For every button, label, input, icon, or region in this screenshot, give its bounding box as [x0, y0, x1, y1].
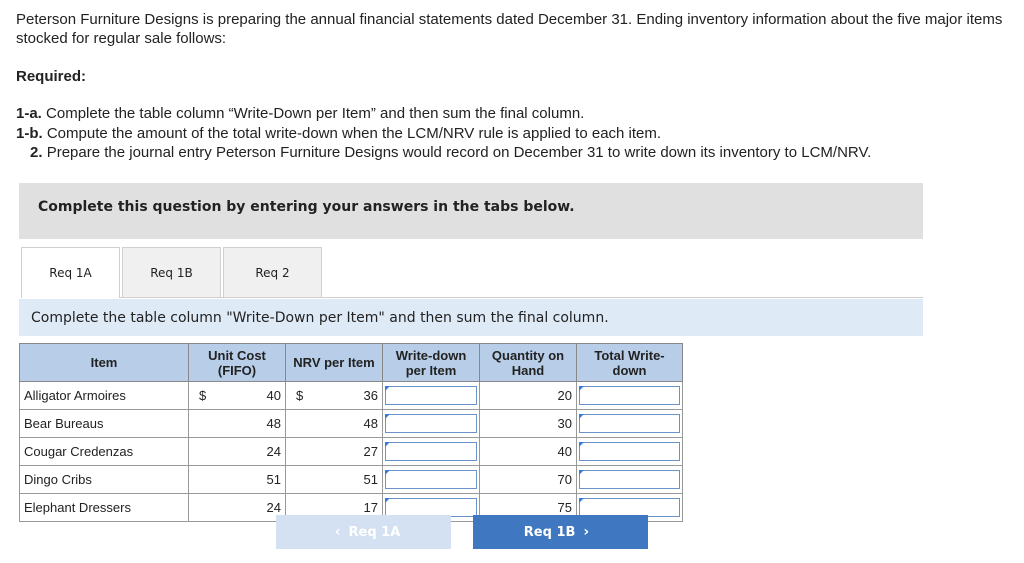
- nrv-cell: [286, 410, 383, 438]
- qty-cell: [480, 410, 577, 438]
- tab-req-2[interactable]: Req 2: [223, 247, 322, 297]
- unit-cost-cell: [189, 410, 286, 438]
- prev-req-button[interactable]: [276, 515, 451, 549]
- qty-cell: [480, 438, 577, 466]
- tab-req-1a[interactable]: Req 1A: [21, 247, 120, 298]
- table-row: [20, 466, 683, 494]
- banner-text: Complete this question by entering your answers in the tabs below.: [38, 199, 575, 215]
- item-name: Cougar Credenzas: [20, 438, 189, 466]
- instruction-text: Complete the table column "Write-Down per Item" and then sum the final column.: [31, 310, 609, 326]
- chevron-left-icon: ‹: [334, 524, 341, 540]
- table-row: [20, 410, 683, 438]
- qty-value: 40: [557, 444, 572, 459]
- item-name: Bear Bureaus: [20, 410, 189, 438]
- currency-symbol: $: [199, 388, 207, 403]
- requirement-text: Complete the table column “Write-Down per Item” and then sum the final column.: [46, 105, 585, 122]
- requirement-id: 1-a.: [16, 105, 42, 122]
- nrv-value: 48: [363, 416, 378, 431]
- next-req-label: Req 1B: [523, 524, 576, 540]
- total-cell: [577, 382, 683, 410]
- header-total: Total Write-down: [577, 344, 683, 382]
- unit-cost-value: 48: [266, 416, 281, 431]
- writedown-input[interactable]: [385, 442, 477, 461]
- qty-cell: [480, 466, 577, 494]
- input-flag-icon: [579, 498, 584, 503]
- unit-cost-value: 24: [266, 500, 281, 515]
- input-flag-icon: [579, 470, 584, 475]
- writedown-cell: [383, 466, 480, 494]
- qty-value: 30: [557, 416, 572, 431]
- tab-req-1b[interactable]: Req 1B: [122, 247, 221, 297]
- chevron-right-icon: ›: [583, 524, 590, 540]
- writedown-input[interactable]: [385, 470, 477, 489]
- total-writedown-input[interactable]: [579, 442, 680, 461]
- input-flag-icon: [579, 414, 584, 419]
- question-banner: [19, 183, 923, 239]
- input-flag-icon: [385, 386, 390, 391]
- requirement-1b: [16, 124, 871, 144]
- header-qty: Quantity on Hand: [480, 344, 577, 382]
- writedown-input[interactable]: [385, 386, 477, 405]
- nrv-value: 27: [363, 444, 378, 459]
- nrv-cell: [286, 466, 383, 494]
- total-writedown-input[interactable]: [579, 386, 680, 405]
- instruction-bar: [19, 299, 923, 336]
- requirement-id: 2.: [30, 144, 43, 161]
- unit-cost-value: 51: [266, 472, 281, 487]
- qty-cell: [480, 382, 577, 410]
- requirements-list: [16, 104, 871, 163]
- total-cell: [577, 410, 683, 438]
- input-flag-icon: [385, 498, 390, 503]
- prev-req-label: Req 1A: [348, 524, 401, 540]
- currency-symbol: $: [296, 388, 304, 403]
- writedown-cell: [383, 410, 480, 438]
- unit-cost-cell: [189, 382, 286, 410]
- header-nrv: NRV per Item: [286, 344, 383, 382]
- nrv-value: 51: [363, 472, 378, 487]
- requirement-1a: [16, 104, 871, 124]
- next-req-button[interactable]: [473, 515, 648, 549]
- item-name: Dingo Cribs: [20, 466, 189, 494]
- writedown-input[interactable]: [385, 414, 477, 433]
- qty-value: 70: [557, 472, 572, 487]
- header-writedown: Write-down per Item: [383, 344, 480, 382]
- requirement-2: [16, 143, 871, 163]
- unit-cost-value: 24: [266, 444, 281, 459]
- required-label: Required:: [16, 68, 87, 85]
- writedown-cell: [383, 438, 480, 466]
- unit-cost-cell: [189, 494, 286, 522]
- total-writedown-input[interactable]: [579, 470, 680, 489]
- total-writedown-input[interactable]: [579, 414, 680, 433]
- total-cell: [577, 438, 683, 466]
- table-header-row: [20, 344, 683, 382]
- input-flag-icon: [385, 442, 390, 447]
- input-flag-icon: [579, 386, 584, 391]
- inventory-table: [19, 343, 683, 522]
- input-flag-icon: [579, 442, 584, 447]
- requirement-text: Compute the amount of the total write-down when the LCM/NRV rule is applied to each item.: [46, 124, 662, 142]
- nrv-value: 17: [363, 500, 378, 515]
- table-row: [20, 382, 683, 410]
- total-cell: [577, 466, 683, 494]
- qty-value: 75: [557, 500, 572, 515]
- requirement-id: 1-b.: [16, 124, 43, 142]
- intro-text: Peterson Furniture Designs is preparing the annual financial statements dated December 31. Ending inventory information about the five major items stocked for regular sale follows:: [16, 11, 1003, 47]
- input-flag-icon: [385, 470, 390, 475]
- nrv-cell: [286, 438, 383, 466]
- table-row: [20, 438, 683, 466]
- item-name: Alligator Armoires: [20, 382, 189, 410]
- writedown-cell: [383, 382, 480, 410]
- nrv-cell: [286, 382, 383, 410]
- requirement-text: Prepare the journal entry Peterson Furniture Designs would record on December 31 to write down its inventory to LCM/NRV.: [46, 144, 872, 161]
- tab-divider: [120, 297, 923, 298]
- header-unit-cost: Unit Cost (FIFO): [189, 344, 286, 382]
- qty-value: 20: [557, 388, 572, 403]
- item-name: Elephant Dressers: [20, 494, 189, 522]
- input-flag-icon: [385, 414, 390, 419]
- unit-cost-cell: [189, 438, 286, 466]
- header-item: Item: [20, 344, 189, 382]
- unit-cost-cell: [189, 466, 286, 494]
- nrv-value: 36: [363, 388, 378, 403]
- unit-cost-value: 40: [266, 388, 281, 403]
